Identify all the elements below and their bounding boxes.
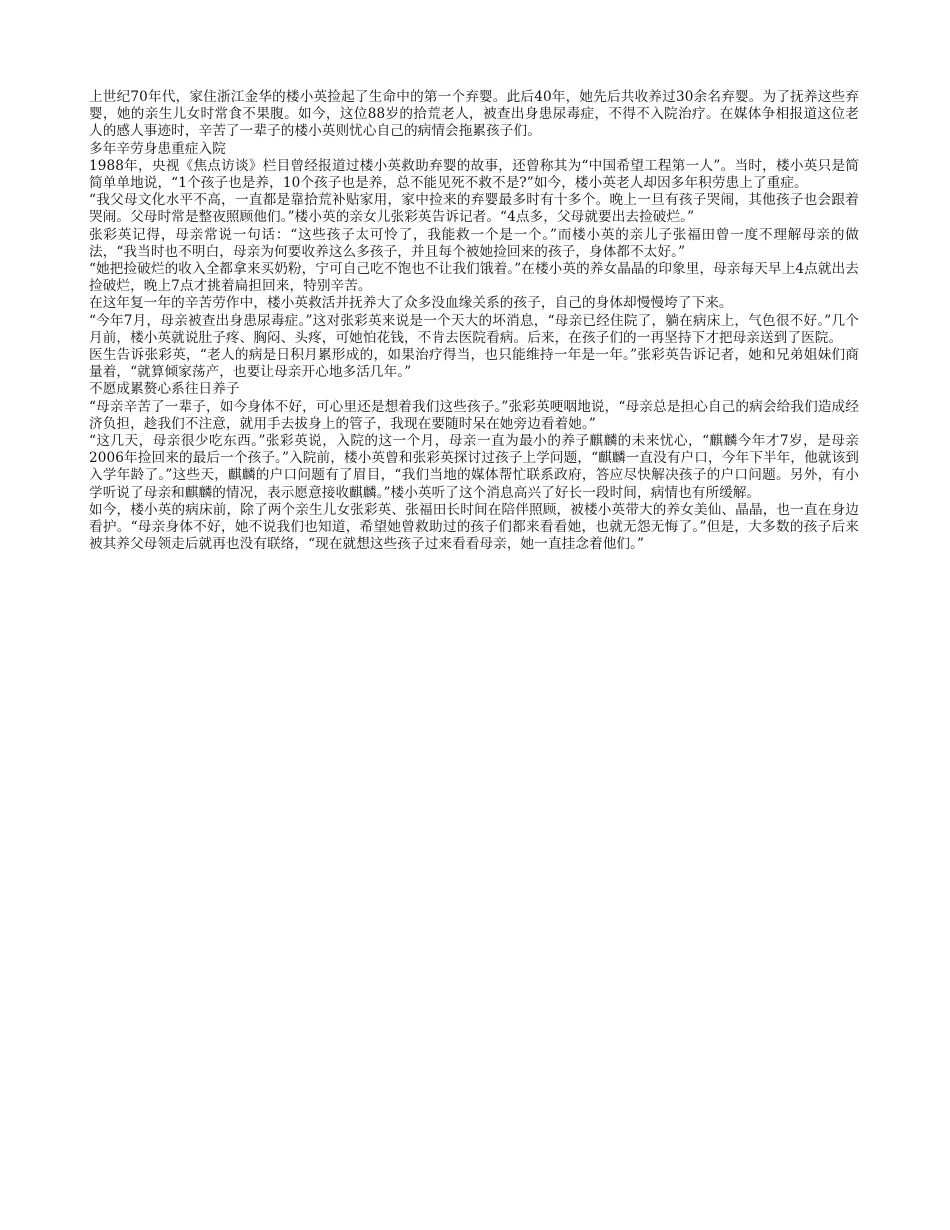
article-paragraph: 上世纪70年代，家住浙江金华的楼小英捡起了生命中的第一个弃婴。此后40年，她先后共收养过30余名弃婴。为了抚养这些弃婴，她的亲生儿女时常食不果腹。如今，这位88岁的拾荒老人，被查出身患尿毒症，不得不入院治疗。在媒体争相报道这位老人的感人事迹时，辛苦了一辈子的楼小英则忧心自己的病情会拖累孩子们。 [89, 89, 859, 140]
article-paragraph: 如今，楼小英的病床前，除了两个亲生儿女张彩英、张福田长时间在陪伴照顾，被楼小英带大的养女美仙、晶晶，也一直在身边看护。“母亲身体不好，她不说我们也知道，希望她曾救助过的孩子们都来看看她，也就无怨无悔了。”但是，大多数的孩子后来被其养父母领走后就再也没有联络，“现在就想这些孩子过来看看母亲，她一直挂念着他们。” [89, 501, 859, 553]
article-paragraph: 在这年复一年的辛苦劳作中，楼小英救活并抚养大了众多没血缘关系的孩子，自己的身体却慢慢垮了下来。 [89, 295, 733, 312]
article-paragraph: “她把捡破烂的收入全都拿来买奶粉，宁可自己吃不饱也不让我们饿着。”在楼小英的养女晶晶的印象里，母亲每天早上4点就出去捡破烂，晚上7点才挑着扁担回来，特别辛苦。 [89, 261, 859, 295]
article-body [89, 89, 859, 553]
article-paragraph: “母亲辛苦了一辈子，如今身体不好，可心里还是想着我们这些孩子。”张彩英哽咽地说，“母亲总是担心自己的病会给我们造成经济负担，趁我们不注意，就用手去拔身上的管子，我现在要随时呆在她旁边看着她。” [89, 398, 859, 432]
article-paragraph: “我父母文化水平不高，一直都是靠拾荒补贴家用，家中捡来的弃婴最多时有十多个。晚上一旦有孩子哭闹，其他孩子也会跟着哭闹。父母时常是整夜照顾他们。”楼小英的亲女儿张彩英告诉记者。“4点多，父母就要出去捡破烂。” [89, 192, 859, 226]
article-paragraph: “这几天，母亲很少吃东西。”张彩英说，入院的这一个月，母亲一直为最小的养子麒麟的未来忧心，“麒麟今年才7岁，是母亲2006年捡回来的最后一个孩子。”入院前，楼小英曾和张彩英探讨过孩子上学问题，“麒麟一直没有户口，今年下半年，他就该到入学年龄了。”这些天，麒麟的户口问题有了眉目，“我们当地的媒体帮忙联系政府，答应尽快解决孩子的户口问题。另外，有小学听说了母亲和麒麟的情况，表示愿意接收麒麟。”楼小英听了这个消息高兴了好长一段时间，病情也有所缓解。 [89, 433, 859, 501]
section-heading: 不愿成累赘心系往日养子 [89, 381, 240, 398]
article-paragraph: 医生告诉张彩英，“老人的病是日积月累形成的，如果治疗得当，也只能维持一年是一年。”张彩英告诉记者，她和兄弟姐妹们商量着，“就算倾家荡产，也要让母亲开心地多活几年。” [89, 347, 859, 381]
article-paragraph: “今年7月，母亲被查出身患尿毒症。”这对张彩英来说是一个天大的坏消息，“母亲已经住院了，躺在病床上，气色很不好。”几个月前，楼小英就说肚子疼、胸闷、头疼，可她怕花钱，不肯去医院看病。后来，在孩子们的一再坚持下才把母亲送到了医院。 [89, 312, 859, 346]
article-paragraph: 张彩英记得，母亲常说一句话：“这些孩子太可怜了，我能救一个是一个。”而楼小英的亲儿子张福田曾一度不理解母亲的做法，“我当时也不明白，母亲为何要收养这么多孩子，并且每个被她捡回来的孩子，身体都不太好。” [89, 226, 859, 260]
section-heading: 多年辛劳身患重症入院 [89, 140, 226, 157]
article-paragraph: 1988年，央视《焦点访谈》栏目曾经报道过楼小英救助弃婴的故事，还曾称其为“中国希望工程第一人”。当时，楼小英只是简简单单地说，“1个孩子也是养，10个孩子也是养，总不能见死不救不是?”如今，楼小英老人却因多年积劳患上了重症。 [89, 157, 859, 192]
